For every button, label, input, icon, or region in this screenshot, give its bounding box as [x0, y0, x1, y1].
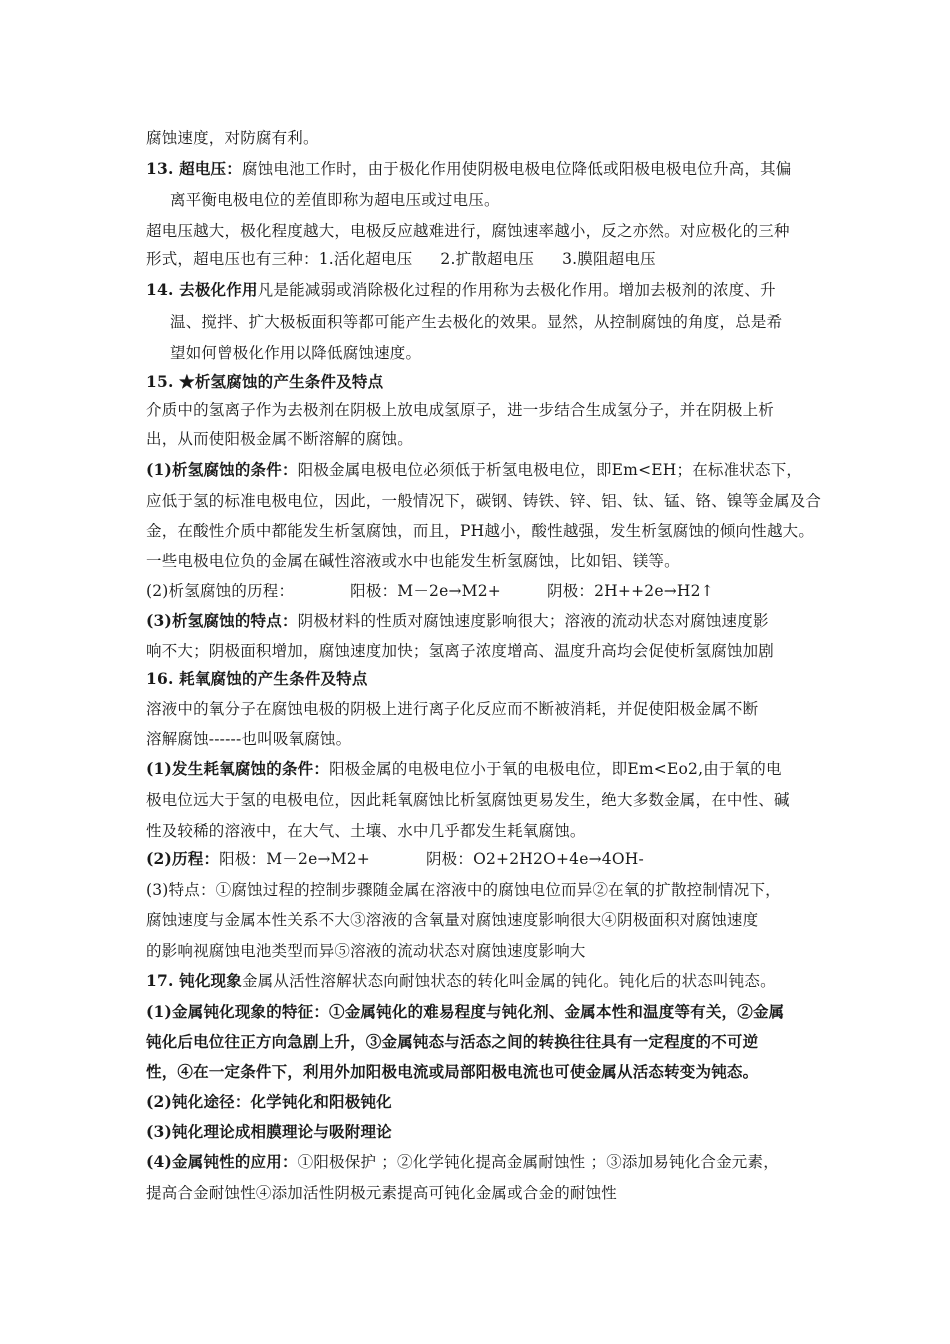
- text-line: 金，在酸性介质中都能发生析氢腐蚀，而且，PH越小，酸性越强，发生析氢腐蚀的倾向性越大。: [146, 522, 815, 540]
- text-line: (2)历程：阳极：M－2e→M2+ 阴极：O2+2H2O+4e→4OH-: [146, 849, 644, 868]
- text-line: (1)发生耗氧腐蚀的条件：阳极金属的电极电位小于氧的电极电位，即Em<Eo2,由于氧的电: [146, 759, 782, 778]
- text-line: 望如何曾极化作用以降低腐蚀速度。: [170, 344, 422, 362]
- text-line: 介质中的氢离子作为去极剂在阴极上放电成氢原子，进一步结合生成氢分子，并在阴极上析: [146, 401, 775, 419]
- text-line: 一些电极电位负的金属在碱性溶液或水中也能发生析氢腐蚀，比如铝、镁等。: [146, 552, 680, 570]
- text-line: (2)析氢腐蚀的历程： 阳极：M－2e→M2+ 阴极：2H++2e→H2↑: [146, 582, 714, 600]
- text-line: 极电位远大于氢的电极电位，因此耗氧腐蚀比析氢腐蚀更易发生，绝大多数金属，在中性、碱: [146, 791, 790, 809]
- text-line: 响不大；阴极面积增加，腐蚀速度加快；氢离子浓度增高、温度升高均会促使析氢腐蚀加剧: [146, 642, 775, 660]
- section-heading: 16. 耗氧腐蚀的产生条件及特点: [146, 669, 368, 688]
- text-line: 离平衡电极电位的差值即称为超电压或过电压。: [170, 191, 500, 209]
- text-line: 形式，超电压也有三种：1.活化超电压 2.扩散超电压 3.膜阻超电压: [146, 250, 656, 268]
- text-line: 腐蚀速度，对防腐有利。: [146, 129, 319, 147]
- text-line: 溶液中的氧分子在腐蚀电极的阴极上进行离子化反应而不断被消耗，并促使阳极金属不断: [146, 700, 759, 718]
- section-14: 14. 去极化作用凡是能减弱或消除极化过程的作用称为去极化作用。增加去极剂的浓度、升: [146, 280, 776, 299]
- text-line: 性，④在一定条件下，利用外加阳极电流或局部阳极电流也可使金属从活态转变为钝态。: [146, 1062, 759, 1081]
- text-line: (1)析氢腐蚀的条件：阳极金属电极电位必须低于析氢电极电位，即Em<EH；在标准状态下，: [146, 460, 803, 479]
- text-line: (2)钝化途径：化学钝化和阳极钝化: [146, 1092, 392, 1111]
- text-line: (4)金属钝性的应用：①阳极保护 ；②化学钝化提高金属耐蚀性 ；③添加易钝化合金元素，: [146, 1152, 779, 1171]
- text-line: 性及较稀的溶液中，在大气、土壤、水中几乎都发生耗氧腐蚀。: [146, 822, 586, 840]
- text-line: 应低于氢的标准电极电位，因此，一般情况下，碳钢、铸铁、锌、铝、钛、锰、铬、镍等金属及合: [146, 492, 822, 510]
- text-line: (1)金属钝化现象的特征：①金属钝化的难易程度与钝化剂、金属本性和温度等有关，②金属: [146, 1002, 785, 1021]
- section-heading: 14. 去极化作用: [146, 280, 258, 299]
- section-17: 17. 钝化现象金属从活性溶解状态向耐蚀状态的转化叫金属的钝化。钝化后的状态叫钝态。: [146, 971, 776, 990]
- text-line: 超电压越大，极化程度越大，电极反应越难进行，腐蚀速率越小，反之亦然。对应极化的三种: [146, 222, 790, 240]
- text-line: 出，从而使阳极金属不断溶解的腐蚀。: [146, 430, 413, 448]
- section-heading: 15. ★析氢腐蚀的产生条件及特点: [146, 372, 384, 391]
- text-line: 腐蚀速度与金属本性关系不大③溶液的含氧量对腐蚀速度影响很大④阴极面积对腐蚀速度: [146, 911, 759, 929]
- section-heading: 17. 钝化现象: [146, 971, 242, 990]
- text-line: (3)析氢腐蚀的特点：阴极材料的性质对腐蚀速度影响很大；溶液的流动状态对腐蚀速度影: [146, 611, 769, 630]
- section-heading: 13. 超电压：: [146, 159, 242, 178]
- text-line: (3)钝化理论成相膜理论与吸附理论: [146, 1122, 392, 1141]
- text-line: (3)特点：①腐蚀过程的控制步骤随金属在溶液中的腐蚀电位而异②在氧的扩散控制情况下，: [146, 881, 781, 899]
- text-line: 的影响视腐蚀电池类型而异⑤溶液的流动状态对腐蚀速度影响大: [146, 942, 586, 960]
- text-line: 钝化后电位往正方向急剧上升，③金属钝态与活态之间的转换往往具有一定程度的不可逆: [146, 1032, 759, 1051]
- text-line: 提高合金耐蚀性④添加活性阴极元素提高可钝化金属或合金的耐蚀性: [146, 1184, 618, 1202]
- text-line: 溶解腐蚀------也叫吸氧腐蚀。: [146, 730, 352, 748]
- section-13: 13. 超电压：腐蚀电池工作时，由于极化作用使阴极电极电位降低或阳极电极电位升高，其偏: [146, 159, 792, 178]
- text-line: 温、搅拌、扩大极板面积等都可能产生去极化的效果。显然，从控制腐蚀的角度，总是希: [170, 313, 783, 331]
